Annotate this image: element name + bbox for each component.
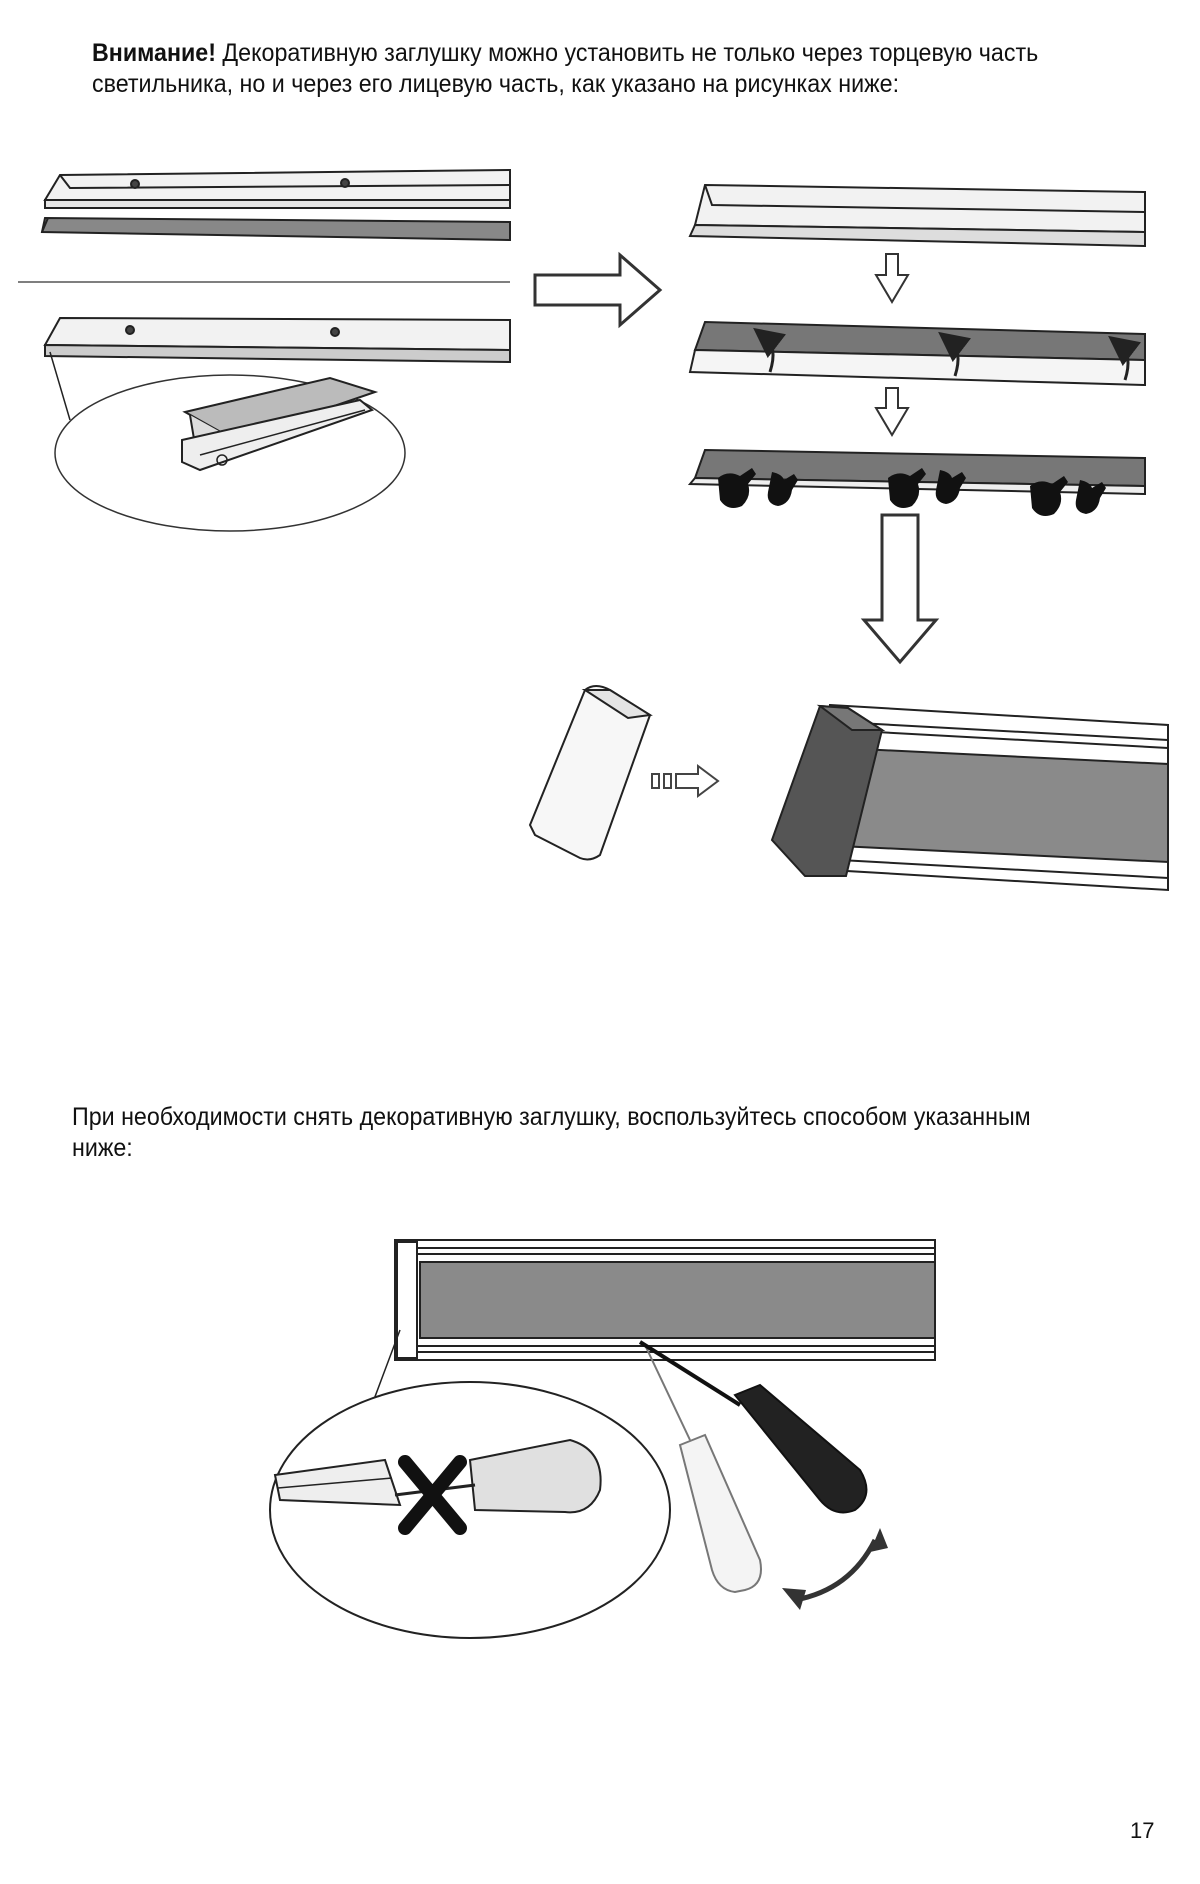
down-arrow-large-icon	[864, 515, 936, 662]
profile-with-diffuser-separated	[42, 170, 510, 240]
rotate-arrow-icon	[795, 1540, 875, 1600]
insert-arrow-icon	[652, 766, 718, 796]
down-arrow-small-icon	[876, 254, 908, 302]
zoom-detail-wrong-method	[270, 1382, 670, 1638]
right-arrow-icon	[535, 255, 660, 325]
profile-with-cap-installed	[772, 705, 1168, 890]
screwdriver-dark	[640, 1342, 866, 1512]
profile-diffuser-bending	[690, 322, 1145, 385]
down-arrow-small-icon-2	[876, 388, 908, 435]
decorative-end-cap	[530, 686, 650, 859]
rotate-arrow-head-left	[782, 1588, 806, 1610]
notice-label: Внимание!	[92, 39, 216, 67]
page-number: 17	[1130, 1818, 1155, 1843]
notice-text: Декоративную заглушку можно установить не только через торцевую часть светильника, но и через его лицевую часть, как указано на рисунках ниже:	[92, 39, 1039, 98]
zoom-detail-profile-end	[55, 375, 405, 531]
profile-empty	[690, 185, 1145, 246]
removal-instruction: При необходимости снять декоративную заглушку, воспользуйтесь способом указанным ниже:	[72, 1103, 1031, 1162]
